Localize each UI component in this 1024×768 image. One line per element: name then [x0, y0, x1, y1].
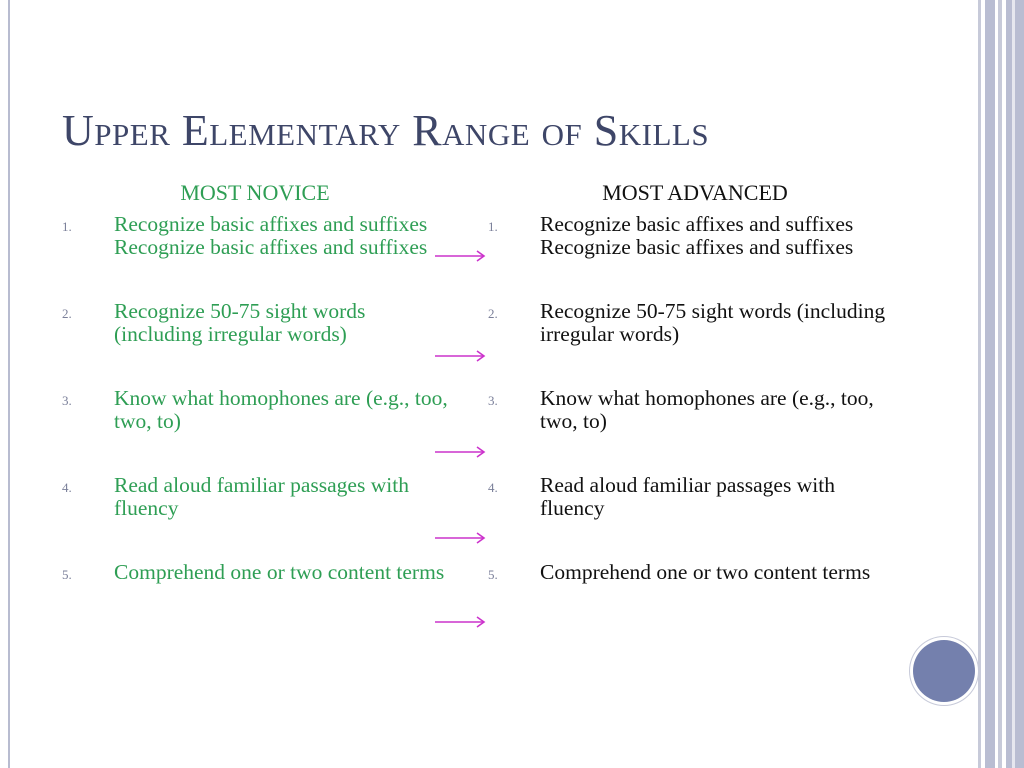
item-text: Read aloud familiar passages with fluency [540, 473, 835, 520]
arrow-icon [435, 447, 484, 457]
arrow-icon [435, 251, 484, 261]
item-text: Recognize basic affixes and suffixes Recognize basic affixes and suffixes [540, 212, 854, 259]
novice-heading: MOST NOVICE [180, 180, 330, 205]
item-number: 1. [62, 219, 72, 234]
item-number: 1. [488, 219, 498, 234]
item-number: 3. [488, 393, 498, 408]
item-number: 2. [488, 306, 498, 321]
item-text: Comprehend one or two content terms [540, 560, 871, 584]
arrow-icon [435, 351, 484, 361]
item-number: 5. [488, 567, 498, 582]
item-number: 3. [62, 393, 72, 408]
item-text: Recognize 50-75 sight words (including irregular words) [540, 299, 886, 346]
item-number: 5. [62, 567, 72, 582]
item-number: 4. [62, 480, 72, 495]
slide-title: Upper Elementary Range of Skills [62, 106, 710, 155]
item-number: 2. [62, 306, 72, 321]
item-number: 4. [488, 480, 498, 495]
item-text: Recognize 50-75 sight words (including irregular words) [114, 299, 366, 346]
item-text: Know what homophones are (e.g., too, two, to) [114, 386, 448, 433]
arrow-icon [435, 533, 484, 543]
arrow-icon [435, 617, 484, 627]
item-text: Recognize basic affixes and suffixes Recognize basic affixes and suffixes [114, 212, 428, 259]
item-text: Know what homophones are (e.g., too, two, to) [540, 386, 874, 433]
advanced-heading: MOST ADVANCED [602, 180, 788, 205]
item-text: Read aloud familiar passages with fluency [114, 473, 409, 520]
item-text: Comprehend one or two content terms [114, 560, 445, 584]
